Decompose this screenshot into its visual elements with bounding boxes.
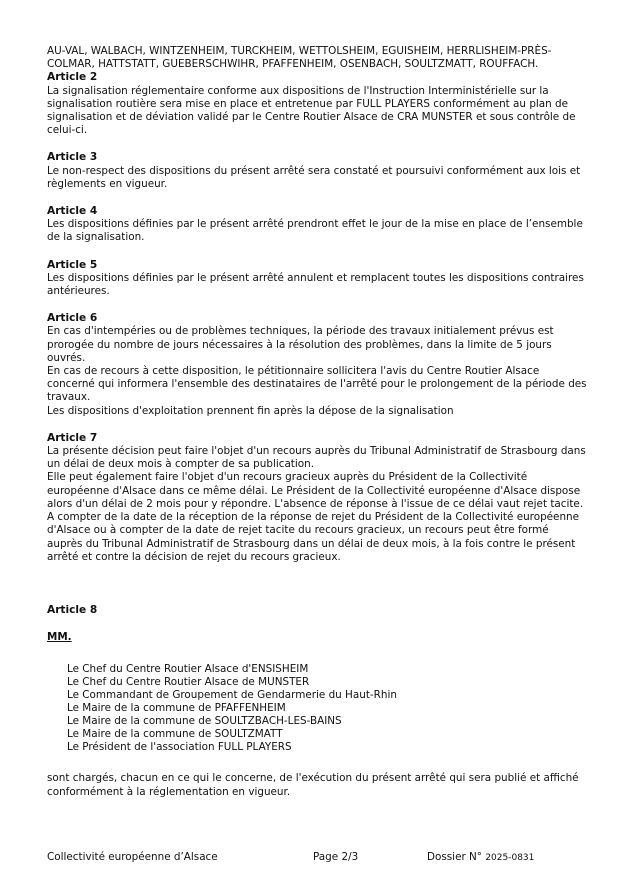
article-title: Article 7 — [47, 431, 98, 444]
recipient-item: Le Chef du Centre Routier Alsace de MUNSTER — [67, 676, 310, 689]
recipient-item: Le Maire de la commune de PFAFFENHEIM — [67, 702, 286, 715]
recipient-item: Le Maire de la commune de SOULTZMATT — [67, 728, 283, 741]
footer-organization: Collectivité européenne d’Alsace — [47, 851, 218, 863]
article-8 — [47, 604, 587, 799]
article-8-title: Article 8 — [47, 603, 98, 616]
footer-dossier — [427, 851, 534, 865]
intro-text: AU-VAL, WALBACH, WINTZENHEIM, TURCKHEIM, WETTOLSHEIM, EGUISHEIM, HERRLISHEIM-PRÈS-COLMAR, HATTSTATT, GUEBERSCHWIHR, PFAFFENHEIM, OSENBACH, SOULTZMATT, ROUFFACH. — [47, 45, 552, 71]
article-paragraph: Elle peut également faire l'objet d'un recours gracieux auprès du Président de la Collectivité européenne d'Alsace dans ce même délai. Le Président de la Collectivité européenne d'Alsace dispose alors d'un délai de 2 mois pour y répondre. L'absence de réponse à l'issue de ce délai vaut rejet tacite. A compter de la date de la réception de la réponse de rejet du Président de la Collectivité européenne d'Alsace ou à compter de la date de rejet tacite du recours gracieux, un recours peut être formé auprès du Tribunal Administratif de Strasbourg dans un délai de deux mois, à la fois contre le présent arrêté et contre la décision de rejet du recours gracieux. — [47, 471, 584, 563]
article-paragraph: Les dispositions définies par le présent arrêté annulent et remplacent toutes les dispositions contraires antérieures. — [47, 271, 584, 298]
footer-page-number: Page 2/3 — [313, 851, 359, 863]
article-section — [47, 312, 587, 418]
article-title: Article 5 — [47, 258, 98, 271]
recipient-item: Le Commandant de Groupement de Gendarmerie du Haut-Rhin — [67, 689, 397, 702]
article-paragraph: Les dispositions d'exploitation prennent fin après la dépose de la signalisation — [47, 404, 454, 417]
article-paragraph: Les dispositions définies par le présent arrêté prendront effet le jour de la mise en place de l’ensemble de la signalisation. — [47, 218, 583, 244]
article-section — [47, 151, 587, 191]
articles-list — [47, 71, 587, 564]
recipients-list — [67, 663, 587, 754]
article-section — [47, 71, 587, 137]
closing-text: sont chargés, chacun en ce qui le concerne, de l'exécution du présent arrêté qui sera publié et affiché conformément à la réglementation en vigueur. — [47, 772, 579, 798]
article-paragraph: En cas de recours à cette disposition, le pétitionnaire sollicitera l'avis du Centre Routier Alsace concerné qui informera l'ensemble des destinataires de l'arrêté pour le prolongement de la période des travaux. — [47, 365, 587, 404]
footer-dossier-label: Dossier N° — [427, 851, 483, 863]
article-title: Article 2 — [47, 71, 98, 84]
article-section — [47, 259, 587, 299]
footer-dossier-number: 2025-0831 — [485, 853, 535, 863]
article-title: Article 3 — [47, 151, 98, 164]
recipient-item: Le Chef du Centre Routier Alsace d'ENSISHEIM — [67, 663, 309, 676]
salutation: MM. — [47, 631, 72, 644]
document-body — [47, 45, 587, 799]
article-paragraph: La présente décision peut faire l'objet d'un recours auprès du Tribunal Administratif de Strasbourg dans un délai de deux mois à compter de sa publication. — [47, 445, 586, 471]
recipient-item: Le Président de l'association FULL PLAYERS — [67, 741, 292, 754]
article-section — [47, 432, 587, 564]
article-section — [47, 205, 587, 245]
article-paragraph: En cas d'intempéries ou de problèmes techniques, la période des travaux initialement prévus est prorogée du nombre de jours nécessaires à la résolution des problèmes, dans la limite de 5 jours ouvrés. — [47, 325, 554, 364]
article-paragraph: La signalisation réglementaire conforme aux dispositions de l'Instruction Interministérielle sur la signalisation routière sera mise en place et entretenue par FULL PLAYERS conformément au plan de signalisation et de déviation validé par le Centre Routier Alsace de CRA MUNSTER et sous contrôle de celui-ci. — [47, 84, 576, 137]
article-title: Article 4 — [47, 205, 98, 218]
recipient-item: Le Maire de la commune de SOULTZBACH-LES-BAINS — [67, 715, 342, 728]
page-footer — [47, 851, 587, 865]
article-title: Article 6 — [47, 312, 98, 325]
article-paragraph: Le non-respect des dispositions du présent arrêté sera constaté et poursuivi conformément aux lois et règlements en vigueur. — [47, 164, 581, 190]
